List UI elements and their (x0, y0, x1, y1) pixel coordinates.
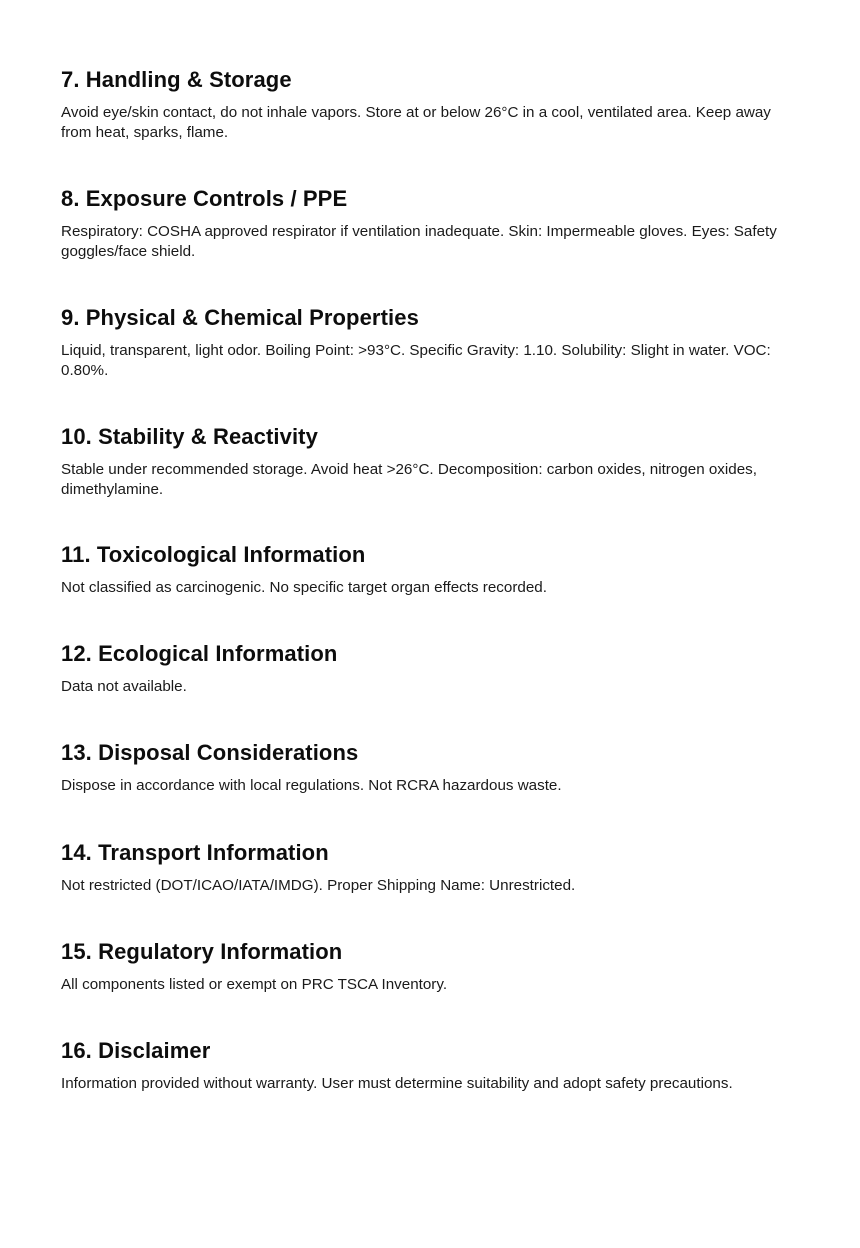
section-disposal (61, 740, 801, 796)
section-stability-reactivity (61, 424, 801, 499)
section-heading: 7. Handling & Storage (61, 67, 292, 92)
section-disclaimer (61, 1038, 801, 1094)
section-body: Information provided without warranty. User must determine suitability and adopt safety precautions. (61, 1075, 733, 1092)
section-heading: 15. Regulatory Information (61, 939, 343, 964)
section-heading: 10. Stability & Reactivity (61, 424, 318, 449)
section-body: Dispose in accordance with local regulations. Not RCRA hazardous waste. (61, 777, 562, 794)
section-heading: 14. Transport Information (61, 840, 329, 865)
section-body: Liquid, transparent, light odor. Boiling Point: >93°C. Specific Gravity: 1.10. Solubility: Slight in water. VOC: 0.80%. (61, 342, 771, 379)
section-heading: 12. Ecological Information (61, 641, 338, 666)
section-toxicological (61, 542, 801, 598)
section-body: Not classified as carcinogenic. No specific target organ effects recorded. (61, 579, 547, 596)
section-transport (61, 840, 801, 896)
section-physical-chemical (61, 305, 801, 380)
section-heading: 9. Physical & Chemical Properties (61, 305, 419, 330)
section-body: Stable under recommended storage. Avoid heat >26°C. Decomposition: carbon oxides, nitrogen oxides, dimethylamine. (61, 461, 757, 498)
section-exposure-controls (61, 186, 801, 261)
section-heading: 16. Disclaimer (61, 1038, 211, 1063)
section-body: Data not available. (61, 678, 187, 695)
section-heading: 13. Disposal Considerations (61, 740, 359, 765)
section-body: Avoid eye/skin contact, do not inhale vapors. Store at or below 26°C in a cool, ventilated area. Keep away from heat, sparks, flame. (61, 104, 771, 141)
section-heading: 11. Toxicological Information (61, 542, 366, 567)
section-heading: 8. Exposure Controls / PPE (61, 186, 348, 211)
section-body: All components listed or exempt on PRC TSCA Inventory. (61, 976, 448, 993)
section-handling-storage (61, 67, 801, 142)
section-regulatory (61, 939, 801, 995)
section-body: Respiratory: COSHA approved respirator if ventilation inadequate. Skin: Impermeable gloves. Eyes: Safety goggles/face shield. (61, 223, 777, 260)
section-body: Not restricted (DOT/ICAO/IATA/IMDG). Proper Shipping Name: Unrestricted. (61, 877, 576, 894)
section-ecological (61, 641, 801, 697)
